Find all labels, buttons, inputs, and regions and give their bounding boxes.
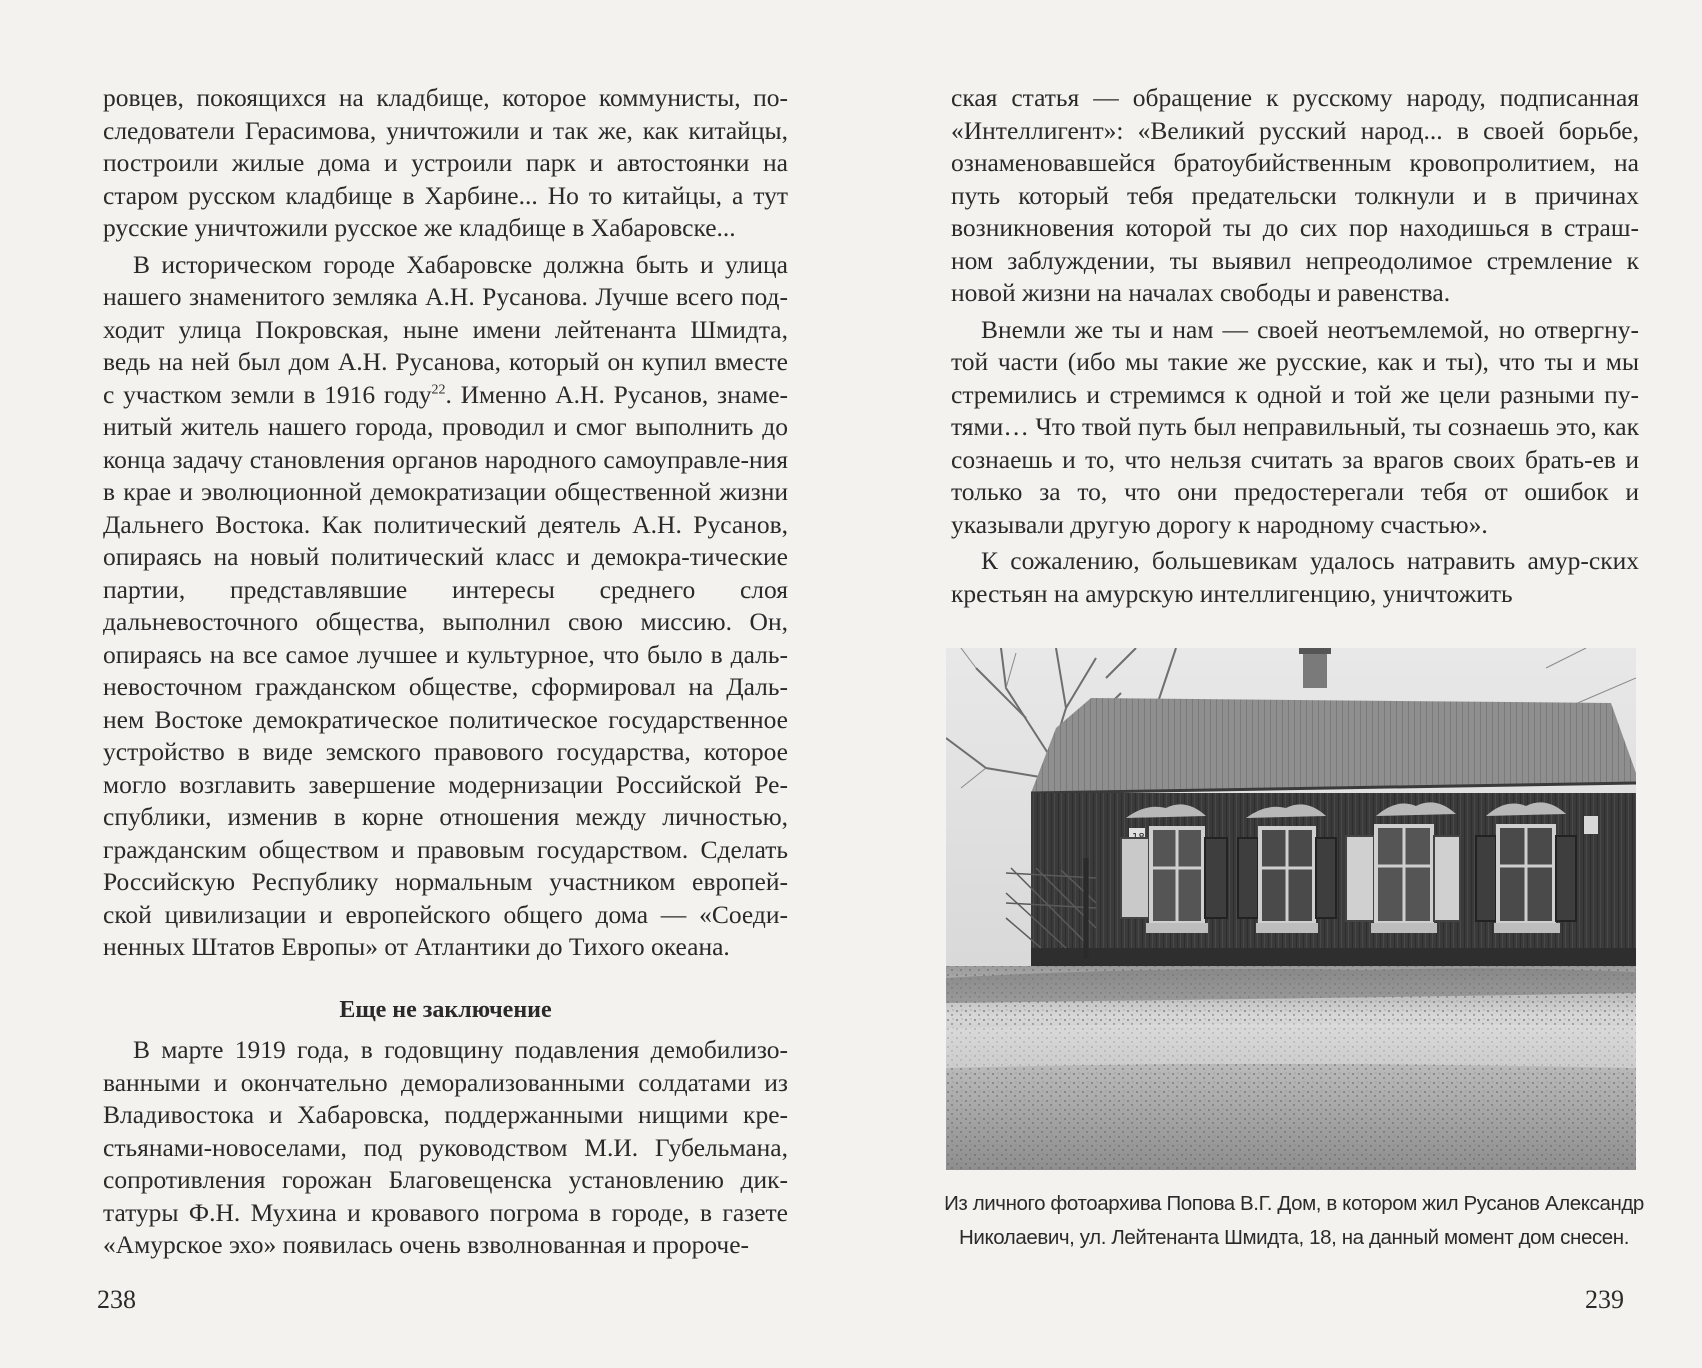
footnote-ref[interactable]: 22	[431, 382, 446, 397]
caption-line: Из личного фотоархива Попова В.Г. Дом, в котором жил Русанов Александр	[944, 1192, 1644, 1215]
paragraph: ская статья — обращение к русскому народу, подписанная «Интеллигент»: «Великий русский народ... в своей борьбе, ознаменовавшейся братоубийственным кровопролитием, на путь который тебя предательски толкнули и в причинах возникновения которой ты до сих пор находишься в страш-ном заблуждении, ты выявил непреодолимое стремление к новой жизни на началах свободы и равенства.	[951, 83, 1639, 307]
page-number: 238	[97, 1285, 136, 1314]
right-page	[851, 0, 1702, 1368]
paragraph-part: . Именно А.Н. Русанов, знаме-нитый житель нашего города, проводил и смог выполнить до конца задачу становления органов народного самоуправле-ния в крае и эволюционной демократизации общественной жизни Дальнего Востока. Как политический деятель А.Н. Русанов, опираясь на новый политический класс и демокра-тические партии, представлявшие интересы среднего слоя дальневосточного общества, выполнил свою миссию. Он, опираясь на все самое лучшее и культурное, что было в даль-невосточном гражданском обществе, сформировал на Даль-нем Востоке демократическое политическое государственное устройство в виде земского правового государства, которое могло возглавить завершение модернизации Российской Ре-спублики, изменив в корне отношения между личностью, гражданским обществом и правовым государством. Сделать Российскую Республику нормальным участником европей-ской цивилизации и европейского общего дома — «Соеди-ненных Штатов Европы» от Атлантики до Тихого океана.	[103, 379, 789, 961]
house-photo	[946, 648, 1636, 1170]
paragraph: К сожалению, большевикам удалось натравить амур-ских крестьян на амурскую интеллигенцию, уничтожить	[951, 546, 1639, 608]
photo-caption	[934, 1187, 1654, 1255]
section-heading: Еще не заключение	[339, 996, 552, 1023]
house-roof	[1031, 698, 1636, 793]
paragraph: Внемли же ты и нам — своей неотъемлемой, но отвергну-той части (ибо мы такие же русские, как и ты), что ты и мы стремились и стремимся к одной и той же цели разными пу-тями… Что твой путь был неправильный, ты сознаешь это, как сознаешь и то, что нельзя считать за врагов своих брать-ев и только за то, что они предостерегали тебя от ошибок и указывали другую дорогу к народному счастью».	[951, 314, 1639, 539]
left-text-column	[103, 82, 788, 1262]
right-text-column	[951, 82, 1639, 610]
page-number: 239	[1585, 1285, 1624, 1314]
paragraph: ровцев, покоящихся на кладбище, которое коммунисты, по-следователи Герасимова, уничтожили и так же, как китайцы, построили жилые дома и устроили парк и автостоянки на старом русском кладбище в Харбине... Но то китайцы, а тут русские уничтожили русское же кладбище в Хабаровске...	[103, 83, 788, 242]
house-photo-illustration	[946, 648, 1636, 1170]
paragraph: В марте 1919 года, в годовщину подавления демобилизо-ванными и окончательно деморализованными солдатами из Владивостока и Хабаровска, поддержанными нищими кре-стьянами-новоселами, под руководством М.И. Губельмана, сопротивления горожан Благовещенска установлению дик-татуры Ф.Н. Мухина и кровавого погрома в городе, в газете «Амурское эхо» появилась очень взволнованная и пророче-	[103, 1035, 788, 1259]
caption-line: Николаевич, ул. Лейтенанта Шмидта, 18, на данный момент дом снесен.	[958, 1226, 1630, 1249]
paragraph	[103, 249, 788, 964]
paragraph-part: В историческом городе Хабаровске должна быть и улица нашего знаменитого земляка А.Н. Русанова. Лучше всего под-ходит улица Покровская, ныне имени лейтенанта Шмидта, ведь на ней был дом А.Н. Русанова, который он купил вместе с участком земли в 1916 году	[103, 249, 788, 409]
